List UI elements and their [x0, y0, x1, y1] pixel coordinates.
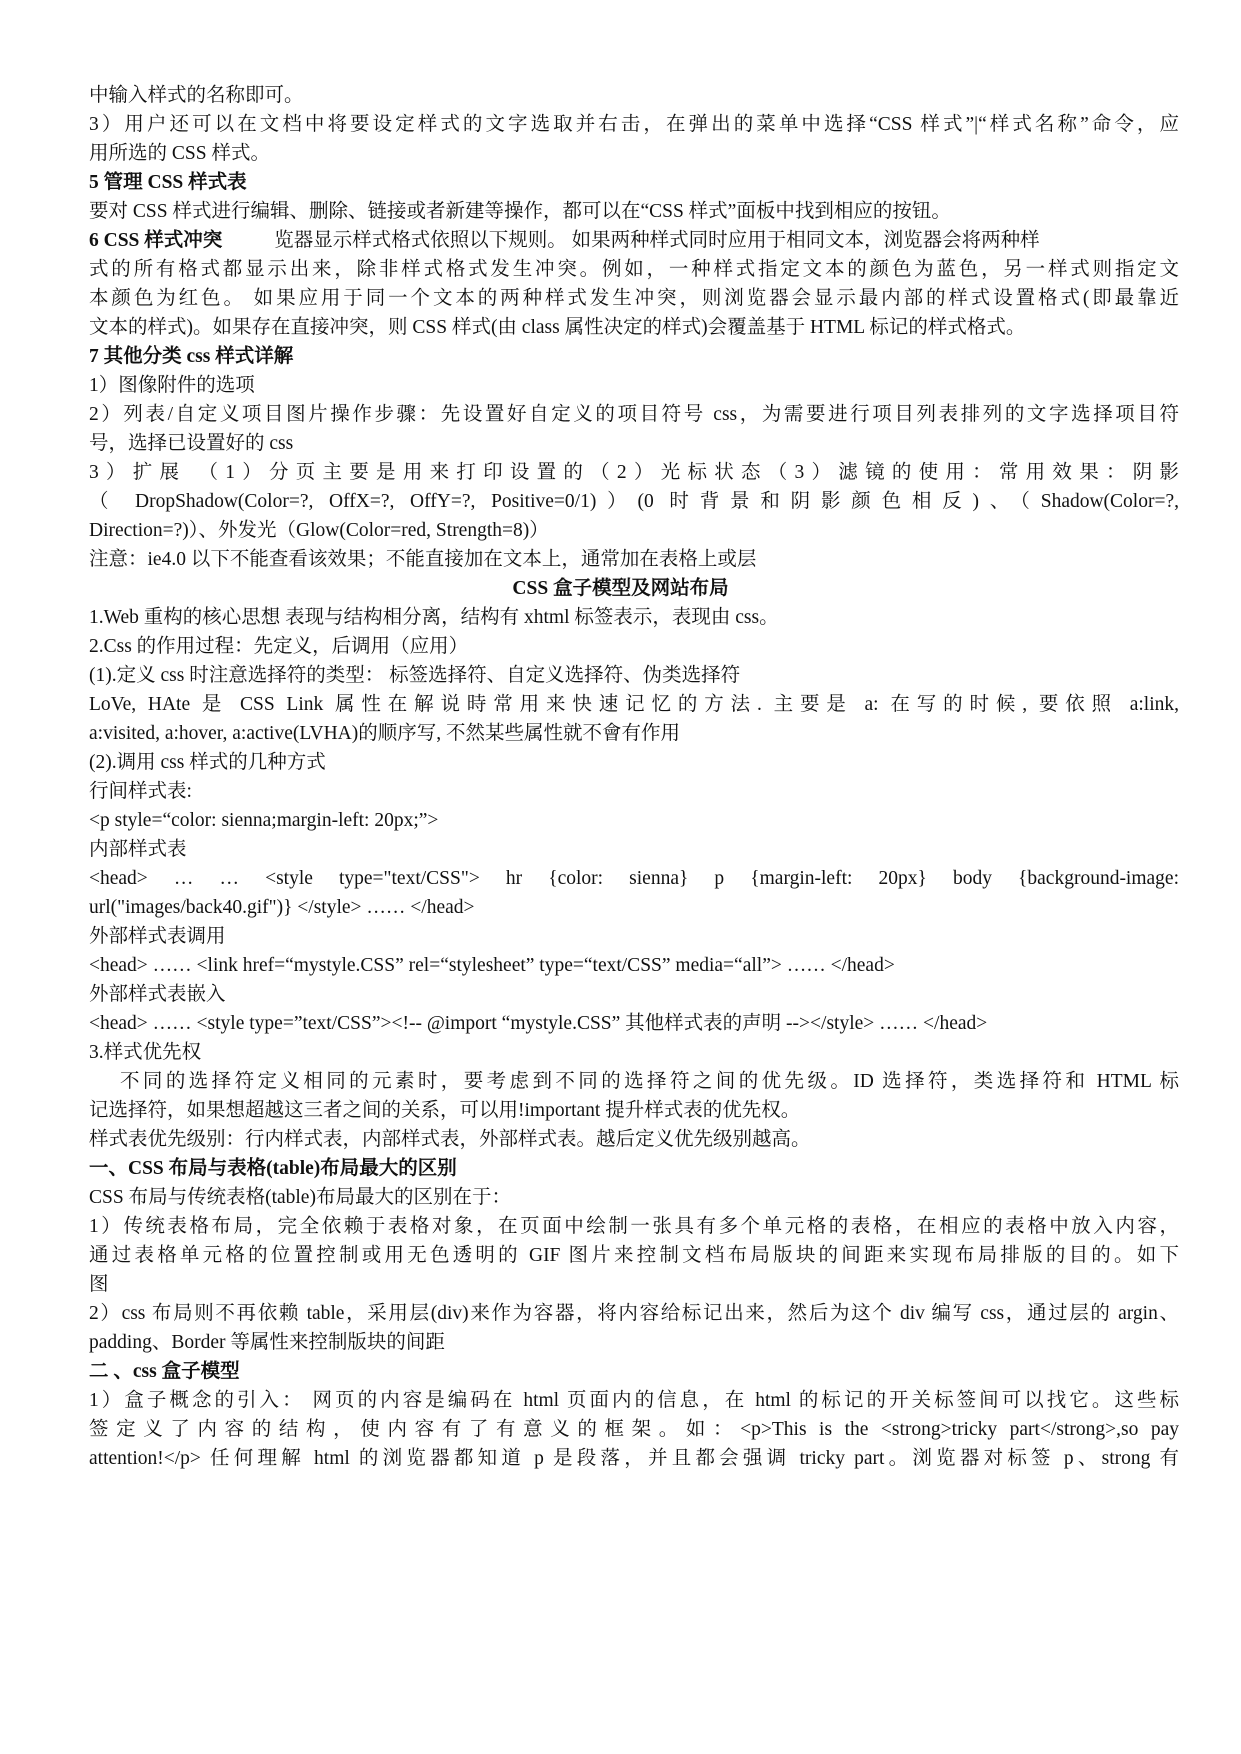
text-line: 1）图像附件的选项 — [89, 375, 255, 396]
text-line: 3）用户还可以在文档中将要设定样式的文字选取并右击，在弹出的菜单中选择“CSS 样式”|“样式名称”命令，应 — [89, 114, 1179, 135]
page-title: CSS 盒子模型及网站布局 — [512, 578, 729, 599]
code-line: url("images/back40.gif")} </style> …… </head> — [89, 897, 475, 918]
code-line: <p style=“color: sienna;margin-left: 20px;”> — [89, 810, 439, 831]
text-line: (1).定义 css 时注意选择符的类型： 标签选择符、自定义选择符、伪类选择符 — [89, 665, 741, 686]
text-line: 图 — [89, 1274, 109, 1295]
text-line — [89, 228, 1179, 254]
text-line: 中输入样式的名称即可。 — [89, 85, 304, 106]
text-line: 号，选择已设置好的 css — [89, 433, 294, 454]
text-line: 签定义了内容的结构，使内容有了有意义的框架。如：<p>This is the <strong>tricky part</strong>,so pay — [89, 1419, 1179, 1440]
text-line: CSS 布局与传统表格(table)布局最大的区别在于： — [89, 1187, 511, 1208]
text-line: (2).调用 css 样式的几种方式 — [89, 752, 326, 773]
text-line: 外部样式表嵌入 — [89, 984, 226, 1005]
text-line: 本颜色为红色。 如果应用于同一个文本的两种样式发生冲突，则浏览器会显示最内部的样式设置格式(即最靠近 — [89, 288, 1179, 309]
text-line: LoVe, HAte 是 CSS Link 属性在解说時常用来快速记忆的方法. 主要是 a: 在写的时候, 要依照 a:link, — [89, 694, 1179, 715]
section-heading: 6 CSS 样式冲突 — [89, 230, 223, 251]
section-heading: 7 其他分类 css 样式详解 — [89, 346, 294, 367]
text-line: 记选择符，如果想超越这三者之间的关系，可以用!important 提升样式表的优先权。 — [89, 1100, 801, 1121]
text-line: attention!</p> 任何理解 html 的浏览器都知道 p 是段落，并且都会强调 tricky part。浏览器对标签 p、strong 有 — [89, 1448, 1179, 1469]
section-heading: 5 管理 CSS 样式表 — [89, 172, 247, 193]
text-line: 1）传统表格布局，完全依赖于表格对象，在页面中绘制一张具有多个单元格的表格，在相应的表格中放入内容， — [89, 1216, 1179, 1237]
text-line: 1.Web 重构的核心思想 表现与结构相分离，结构有 xhtml 标签表示，表现由 css。 — [89, 607, 779, 628]
code-line: <head> …… <link href=“mystyle.CSS” rel=“stylesheet” type=“text/CSS” media=“all”> …… </head> — [89, 955, 895, 976]
text-line: 式的所有格式都显示出来，除非样式格式发生冲突。例如，一种样式指定文本的颜色为蓝色，另一样式则指定文 — [89, 259, 1179, 280]
text-line: Direction=?)）、外发光（Glow(Color=red, Strength=8)） — [89, 520, 549, 541]
text-line: padding、Border 等属性来控制版块的间距 — [89, 1332, 445, 1353]
text-line: 3.样式优先权 — [89, 1042, 202, 1063]
text-line: 2.Css 的作用过程：先定义，后调用（应用） — [89, 636, 469, 657]
section-heading: 一、CSS 布局与表格(table)布局最大的区别 — [89, 1158, 457, 1179]
section-heading: 二 、css 盒子模型 — [89, 1361, 240, 1382]
text-line: 要对 CSS 样式进行编辑、删除、链接或者新建等操作，都可以在“CSS 样式”面板中找到相应的按钮。 — [89, 201, 951, 222]
text-line: 外部样式表调用 — [89, 926, 226, 947]
text-line: 通过表格单元格的位置控制或用无色透明的 GIF 图片来控制文档布局版块的间距来实现布局排版的目的。如下 — [89, 1245, 1179, 1266]
text-line: （ DropShadow(Color=?, OffX=?, OffY=?, Positive=0/1)）(0 时背景和阴影颜色相反)、（Shadow(Color=?, — [89, 491, 1179, 512]
code-line: <head> … … <style type="text/CSS"> hr {color: sienna} p {margin-left: 20px} body {background-image: — [89, 868, 1179, 889]
text-line: 2）列表/自定义项目图片操作步骤：先设置好自定义的项目符号 css，为需要进行项目列表排列的文字选择项目符 — [89, 404, 1179, 425]
text-line: 内部样式表 — [89, 839, 187, 860]
text-line: 样式表优先级别：行内样式表，内部样式表，外部样式表。越后定义优先级别越高。 — [89, 1129, 811, 1150]
text-line: 3）扩展 （1）分页主要是用来打印设置的（2）光标状态（3）滤镜的使用：常用效果：阴影 — [89, 462, 1179, 483]
text-line: 行间样式表: — [89, 781, 192, 802]
text-line: 用所选的 CSS 样式。 — [89, 143, 270, 164]
text-line-continuation: 览器显示样式格式依照以下规则。 如果两种样式同时应用于相同文本，浏览器会将两种样 — [274, 230, 1040, 251]
text-line: 文本的样式)。如果存在直接冲突，则 CSS 样式(由 class 属性决定的样式)会覆盖基于 HTML 标记的样式格式。 — [89, 317, 1026, 338]
text-line: 1）盒子概念的引入： 网页的内容是编码在 html 页面内的信息，在 html 的标记的开关标签间可以找它。这些标 — [89, 1390, 1179, 1411]
text-line: 不同的选择符定义相同的元素时，要考虑到不同的选择符之间的优先级。ID 选择符，类选择符和 HTML 标 — [120, 1071, 1179, 1092]
text-line: 2）css 布局则不再依赖 table，采用层(div)来作为容器，将内容给标记出来，然后为这个 div 编写 css，通过层的 argin、 — [89, 1303, 1179, 1324]
text-line: 注意：ie4.0 以下不能查看该效果；不能直接加在文本上，通常加在表格上或层 — [89, 549, 757, 570]
code-line: <head> …… <style type=”text/CSS”><!-- @import “mystyle.CSS” 其他样式表的声明 --></style> …… </head> — [89, 1013, 988, 1034]
text-line: a:visited, a:hover, a:active(LVHA)的顺序写, 不然某些属性就不會有作用 — [89, 723, 680, 744]
